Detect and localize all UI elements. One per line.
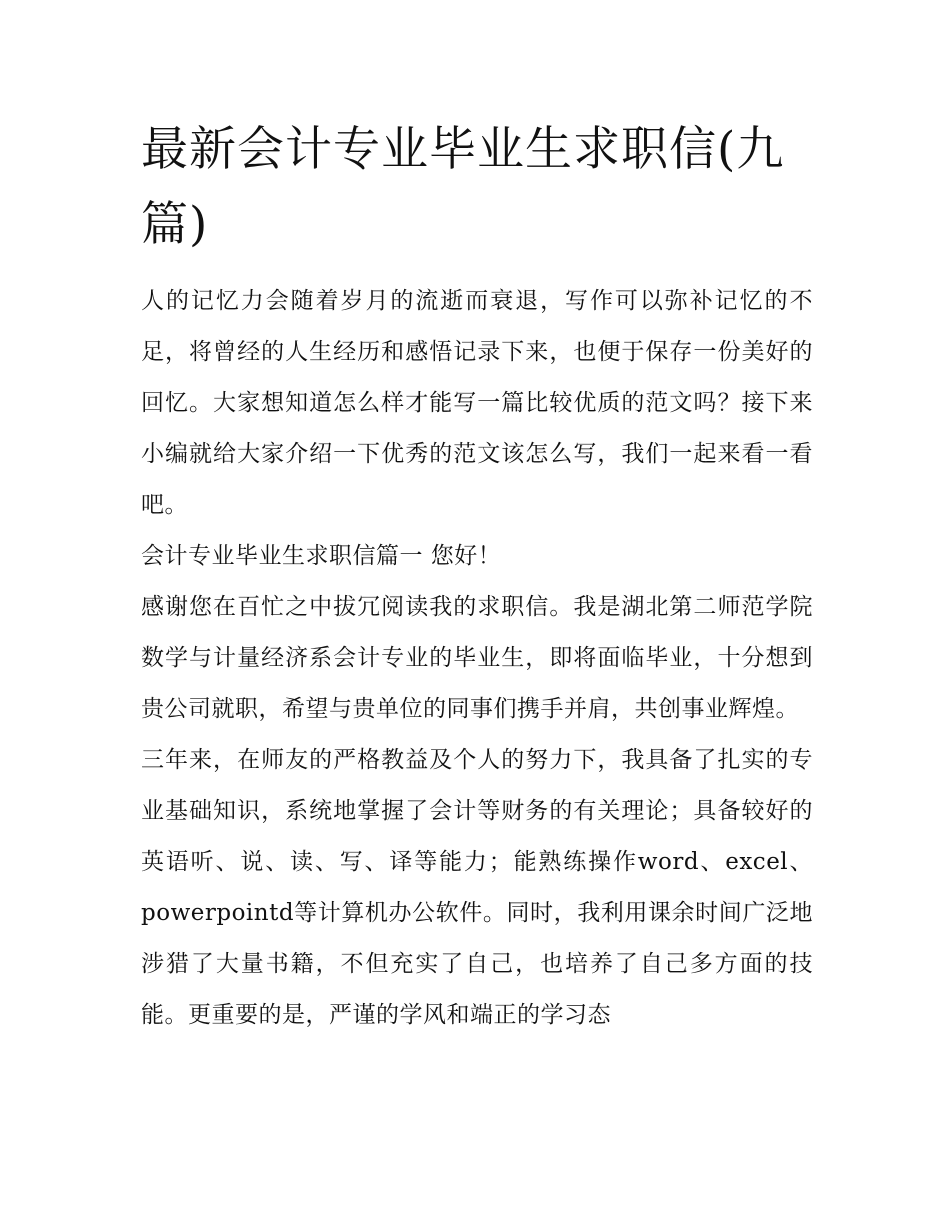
body-paragraph: 感谢您在百忙之中拔冗阅读我的求职信。我是湖北第二师范学院数学与计量经济系会计专业的毕业生，即将面临毕业，十分想到贵公司就职，希望与贵单位的同事们携手并肩，共创事业辉煌。 bbox=[141, 594, 813, 722]
intro-paragraph: 人的记忆力会随着岁月的流逝而衰退，写作可以弥补记忆的不足，将曾经的人生经历和感悟记录下来，也便于保存一份美好的回忆。大家想知道怎么样才能写一篇比较优质的范文吗？接下来小编就给大家介绍一下优秀的范文该怎么写，我们一起来看一看吧。 bbox=[141, 288, 813, 518]
body-paragraph: 三年来，在师友的严格教益及个人的努力下，我具备了扎实的专业基础知识，系统地掌握了会计等财务的有关理论；具备较好的英语听、说、读、写、译等能力；能熟练操作word、excel、powerpointd等计算机办公软件。同时，我利用课余时间广泛地涉猎了大量书籍，不但充实了自己，也培养了自己多方面的技能。更重要的是，严谨的学风和端正的学习态 bbox=[141, 747, 813, 1028]
document-body bbox=[141, 276, 813, 1041]
section-heading: 会计专业毕业生求职信篇一 您好！ bbox=[141, 543, 502, 569]
document-page bbox=[141, 112, 813, 1041]
document-title: 最新会计专业毕业生求职信(九篇) bbox=[141, 122, 785, 252]
